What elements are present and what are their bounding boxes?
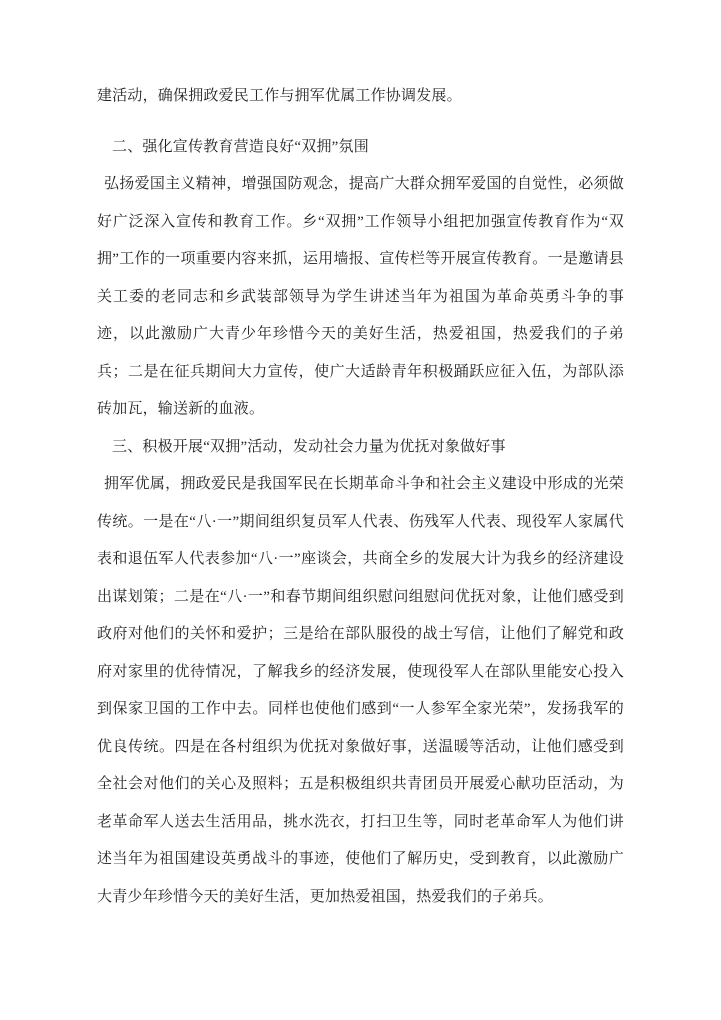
- paragraph: 拥军优属，拥政爱民是我国军民在长期革命斗争和社会主义建设中形成的光荣传统。一是在“八·一”期间组织复员军人代表、伤残军人代表、现役军人家属代表和退伍军人代表参加“八·一”座谈会，共商全乡的发展大计为我乡的经济建设出谋划策；二是在“八·一”和春节期间组织慰问组慰问优抚对象，让他们感受到政府对他们的关怀和爱护；三是给在部队服役的战士写信，让他们了解党和政府对家里的优待情况，了解我乡的经济发展，使现役军人在部队里能安心投入到保家卫国的工作中去。同样也使他们感到“一人参军全家光荣”，发扬我军的优良传统。四是在各村组织为优抚对象做好事，送温暖等活动，让他们感受到全社会对他们的关心及照料；五是积极组织共青团员开展爱心献功臣活动，为老革命军人送去生活用品，挑水洗衣，打扫卫生等，同时老革命军人为他们讲述当年为祖国建设英勇战斗的事迹，使他们了解历史，受到教育，以此激励广大青少年珍惜今天的美好生活，更加热爱祖国，热爱我们的子弟兵。: [97, 476, 624, 905]
- section-heading-2: 二、强化宣传教育营造良好“双拥”氛围: [112, 138, 369, 155]
- paragraph: 弘扬爱国主义精神，增强国防观念，提高广大群众拥军爱国的自觉性，必须做好广泛深入宣传和教育工作。乡“双拥”工作领导小组把加强宣传教育作为“双拥”工作的一项重要内容来抓，运用墙报、宣传栏等开展宣传教育。一是邀请县关工委的老同志和乡武装部领导为学生讲述当年为祖国为革命英勇斗争的事迹，以此激励广大青少年珍惜今天的美好生活，热爱祖国，热爱我们的子弟兵；二是在征兵期间大力宣传，使广大适龄青年积极踊跃应征入伍，为部队添砖加瓦，输送新的血液。: [97, 176, 624, 417]
- section-heading-3: 三、积极开展“双拥”活动，发动社会力量为优抚对象做好事: [112, 438, 506, 455]
- document-body: [97, 78, 624, 916]
- paragraph-continuation: 建活动，确保拥政爱民工作与拥军优属工作协调发展。: [97, 88, 462, 104]
